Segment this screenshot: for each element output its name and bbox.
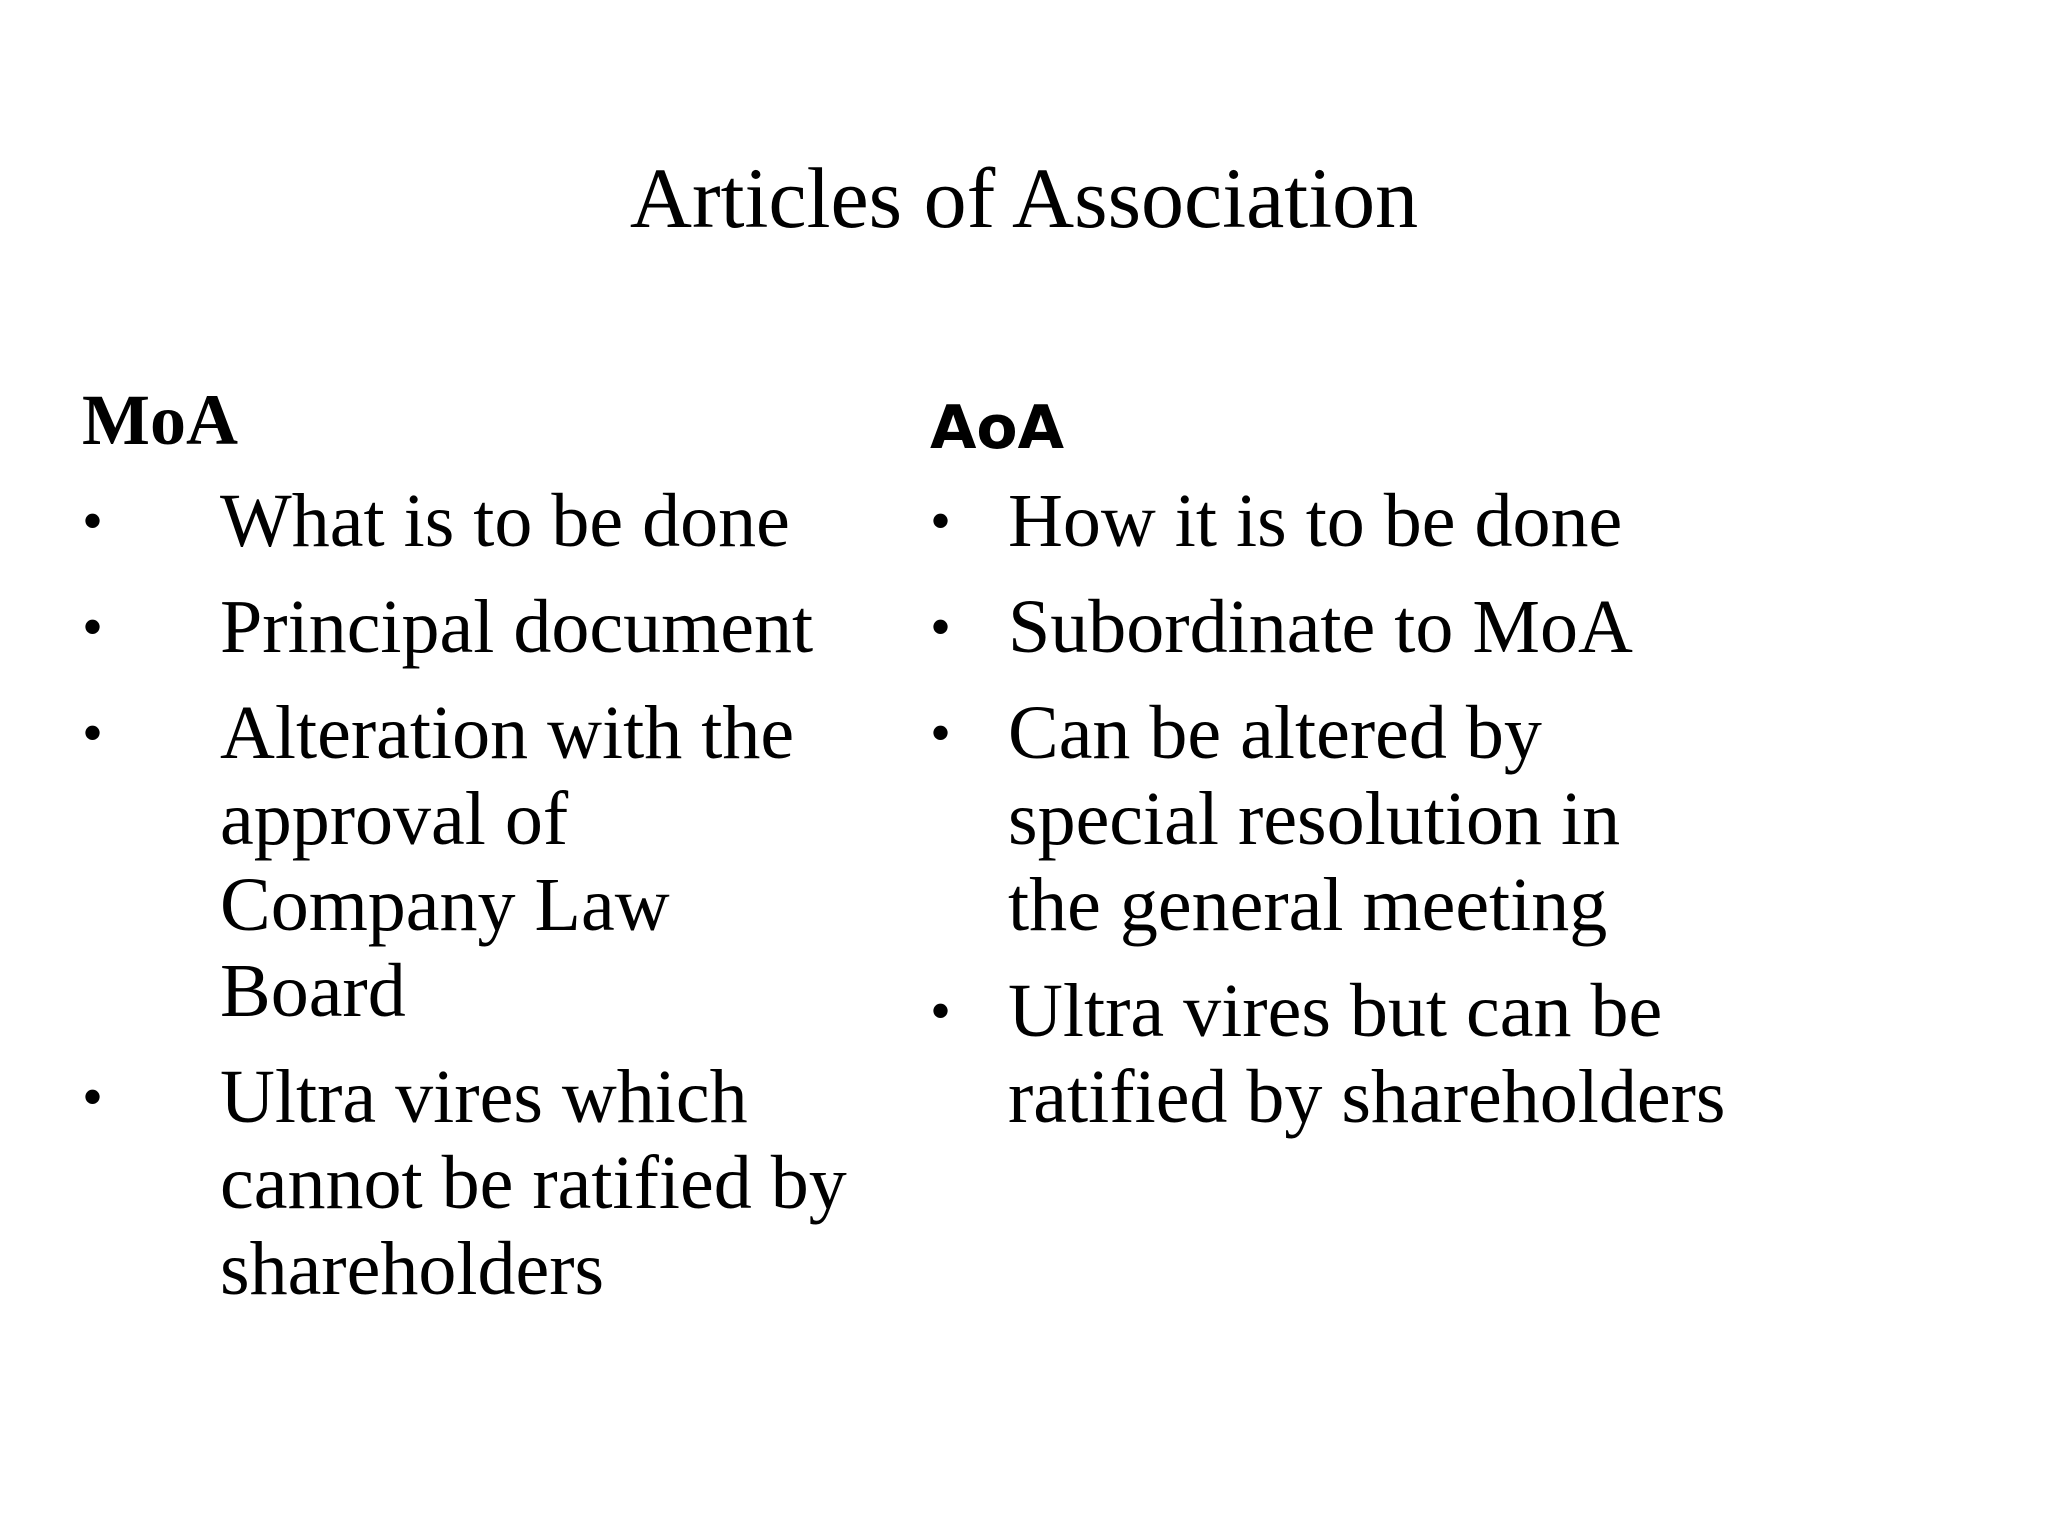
moa-item-text: What is to be done [220,479,790,563]
aoa-item-text: How it is to be done [1008,479,1623,563]
bullet-icon: • [930,700,952,766]
aoa-heading: AoA [930,393,1065,463]
moa-heading: MoA [82,380,238,460]
moa-list [82,478,882,1332]
bullet-icon: • [930,978,952,1044]
moa-item [82,690,860,1034]
aoa-item [930,478,1990,564]
aoa-item [930,584,1990,670]
moa-item [82,1054,860,1312]
moa-item [82,478,882,564]
moa-item-text: Principal document [220,585,814,669]
bullet-icon: • [82,488,104,554]
aoa-item-text: Ultra vires but can be ratified by shareholders [1008,969,1726,1139]
bullet-icon: • [82,1064,104,1130]
aoa-item [930,690,1708,948]
aoa-item-text: Subordinate to MoA [1008,585,1633,669]
moa-item-text: Ultra vires which cannot be ratified by shareholders [220,1055,847,1311]
aoa-list [930,478,1990,1160]
bullet-icon: • [82,594,104,660]
aoa-item [930,968,1728,1140]
bullet-icon: • [82,700,104,766]
bullet-icon: • [930,594,952,660]
moa-item [82,584,882,670]
moa-item-text: Alteration with the approval of Company Law Board [220,691,795,1033]
bullet-icon: • [930,488,952,554]
aoa-item-text: Can be altered by special resolution in the general meeting [1008,691,1621,947]
slide-title: Articles of Association [629,150,1419,246]
